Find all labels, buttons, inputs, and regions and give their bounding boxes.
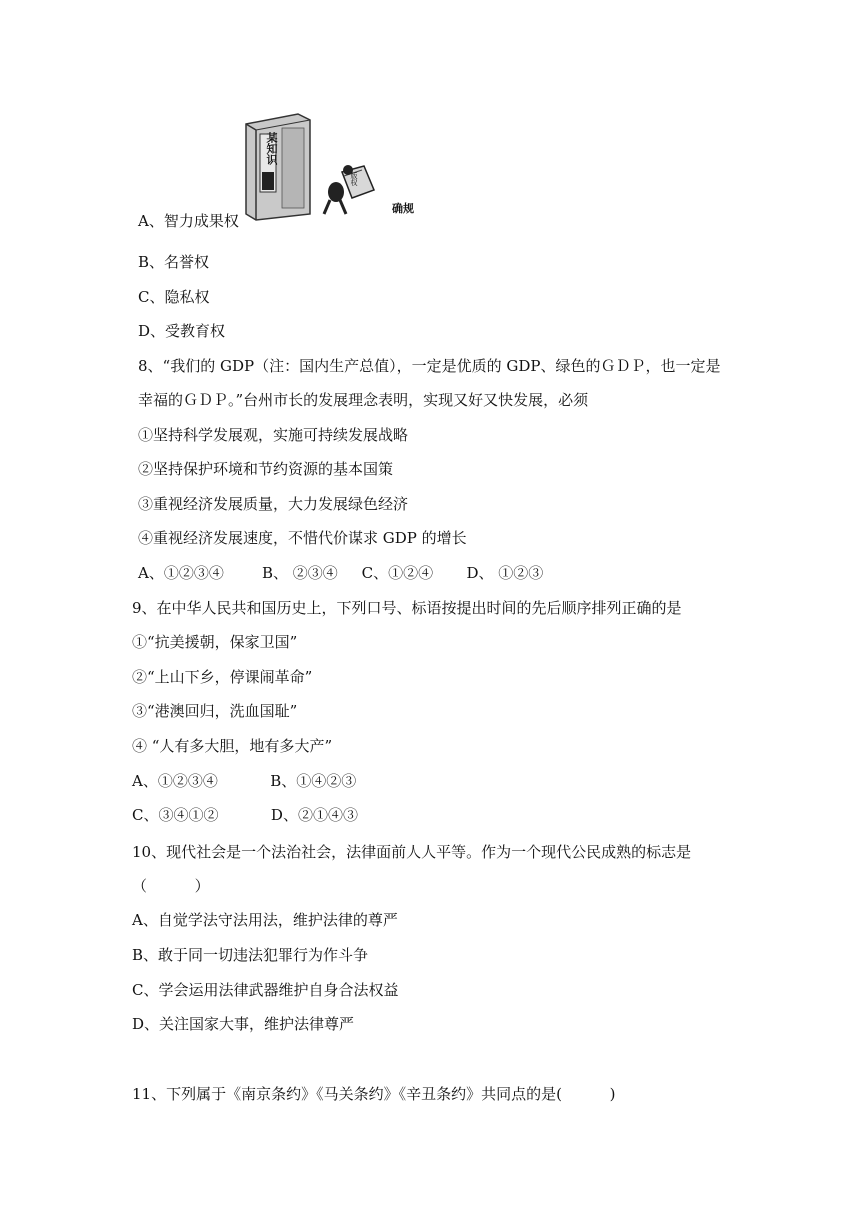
q10-option-d: D、关注国家大事，维护法律尊严 bbox=[132, 1015, 355, 1033]
book-spine-text: 某知识 bbox=[265, 132, 278, 165]
q11-stem: 11、下列属于《南京条约》《马关条约》《辛丑条约》共同点的是( ) bbox=[132, 1085, 616, 1103]
q9-options-line2: C、③④①② D、②①④③ bbox=[132, 806, 358, 824]
q7-option-a: A、智力成果权 bbox=[138, 212, 239, 230]
q9-item-4: ④ “人有多大胆，地有多大产” bbox=[132, 737, 333, 755]
book-label-text: 版权 bbox=[350, 172, 358, 186]
illustration-caption: 确规 bbox=[392, 202, 414, 215]
q9-item-1: ①“抗美援朝，保家卫国” bbox=[132, 633, 298, 651]
q7-option-d: D、受教育权 bbox=[138, 322, 226, 340]
q8-options: A、①②③④ B、 ②③④ C、①②④ D、 ①②③ bbox=[138, 564, 544, 582]
q10-option-c: C、学会运用法律武器维护自身合法权益 bbox=[132, 981, 399, 999]
q8-item-3: ③重视经济发展质量，大力发展绿色经济 bbox=[138, 495, 409, 513]
q10-option-b: B、敢于同一切违法犯罪行为作斗争 bbox=[132, 946, 369, 964]
q8-item-4: ④重视经济发展速度，不惜代价谋求 GDP 的增长 bbox=[138, 529, 467, 547]
q10-stem-line1: 10、现代社会是一个法治社会，法律面前人人平等。作为一个现代公民成熟的标志是 bbox=[132, 843, 692, 861]
q9-options-line1: A、①②③④ B、①④②③ bbox=[132, 772, 357, 790]
q8-stem-line2: 幸福的ＧＤＰ。”台州市长的发展理念表明，实现又好又快发展，必须 bbox=[138, 391, 589, 409]
q10-option-a: A、自觉学法守法用法，维护法律的尊严 bbox=[132, 911, 398, 929]
q7-option-c: C、隐私权 bbox=[138, 288, 210, 306]
cartoon-illustration bbox=[238, 110, 418, 222]
q8-item-2: ②坚持保护环境和节约资源的基本国策 bbox=[138, 460, 394, 478]
q9-item-2: ②“上山下乡，停课闹革命” bbox=[132, 668, 313, 686]
q8-stem-line1: 8、“我们的 GDP（注：国内生产总值），一定是优质的 GDP、绿色的ＧＤＰ，也一定是 bbox=[138, 357, 721, 375]
q10-stem-line2: （ ） bbox=[132, 877, 210, 895]
cartoon-drawing bbox=[238, 110, 418, 222]
q9-item-3: ③“港澳回归，洗血国耻” bbox=[132, 702, 298, 720]
q9-stem: 9、在中华人民共和国历史上，下列口号、标语按提出时间的先后顺序排列正确的是 bbox=[132, 599, 682, 617]
q7-option-b: B、名誉权 bbox=[138, 253, 210, 271]
q8-item-1: ①坚持科学发展观，实施可持续发展战略 bbox=[138, 426, 409, 444]
